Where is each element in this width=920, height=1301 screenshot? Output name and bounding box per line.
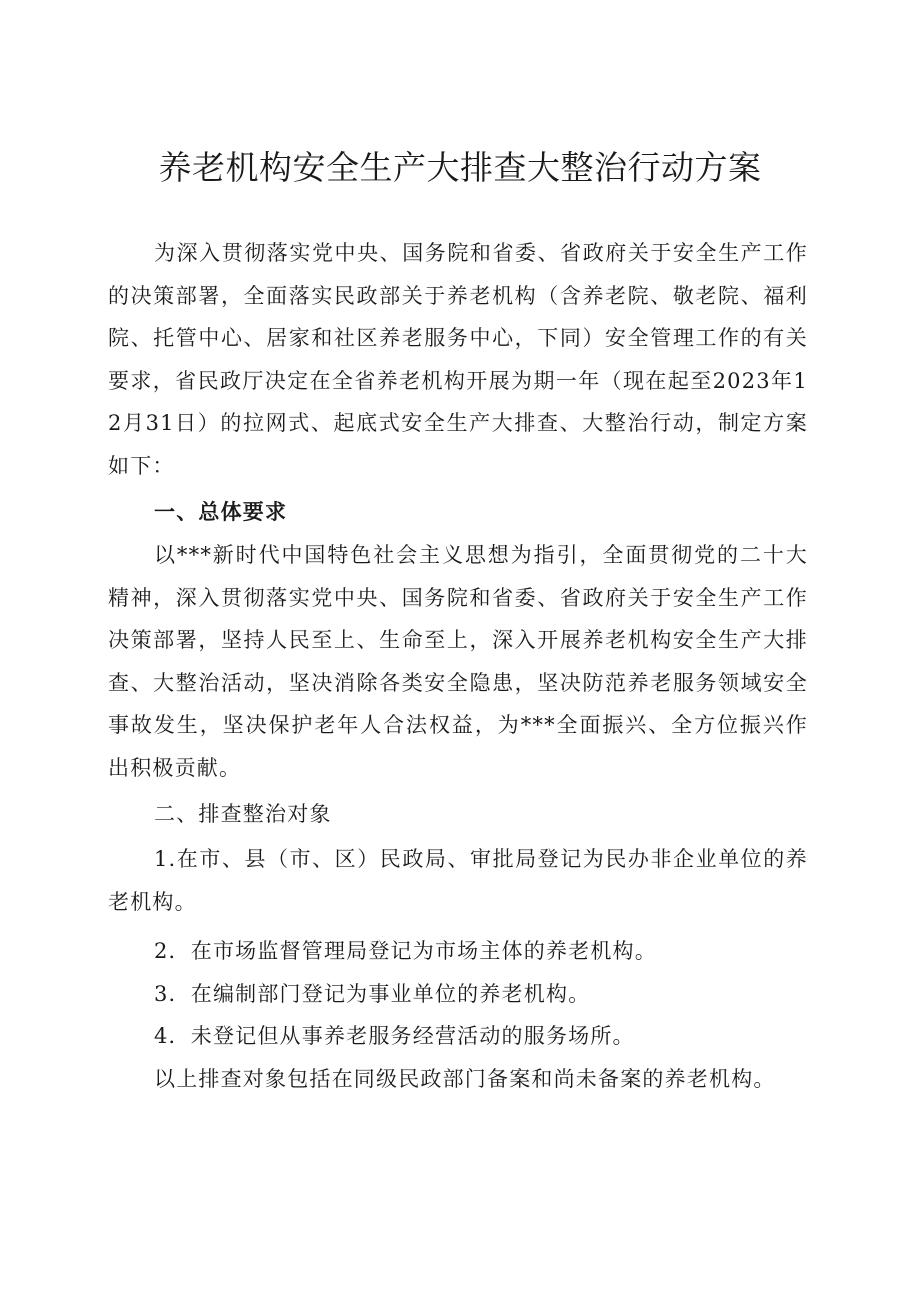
section1-heading: 一、总体要求 (154, 500, 288, 524)
section2-summary: 以上排查对象包括在同级民政部门备案和尚未备案的养老机构。 (154, 1067, 776, 1091)
section2-item-3: 3．在编制部门登记为事业单位的养老机构。 (154, 982, 591, 1006)
section2-item-1: 1.在市、县（市、区）民政局、审批局登记为民办非企业单位的养老机构。 (108, 847, 808, 914)
document-title: 养老机构安全生产大排查大整治行动方案 (158, 148, 762, 187)
intro-paragraph: 为深入贯彻落实党中央、国务院和省委、省政府关于安全生产工作的决策部署，全面落实民政部关于养老机构（含养老院、敬老院、福利院、托管中心、居家和社区养老服务中心，下同）安全管理工作的有关要求，省民政厅决定在全省养老机构开展为期一年（现在起至2023年12月31日）的拉网式、起底式安全生产大排查、大整治行动，制定方案如下： (108, 241, 808, 478)
section2-heading: 二、排查整治对象 (154, 802, 332, 826)
section2-item-2: 2．在市场监督管理局登记为市场主体的养老机构。 (154, 939, 657, 963)
section2-item-4: 4．未登记但从事养老服务经营活动的服务场所。 (154, 1024, 635, 1048)
section1-body: 以***新时代中国特色社会主义思想为指引，全面贯彻党的二十大精神，深入贯彻落实党中央、国务院和省委、省政府关于安全生产工作决策部署，坚持人民至上、生命至上，深入开展养老机构安全生产大排查、大整治活动，坚决消除各类安全隐患，坚决防范养老服务领域安全事故发生，坚决保护老年人合法权益，为***全面振兴、全方位振兴作出积极贡献。 (108, 543, 808, 780)
